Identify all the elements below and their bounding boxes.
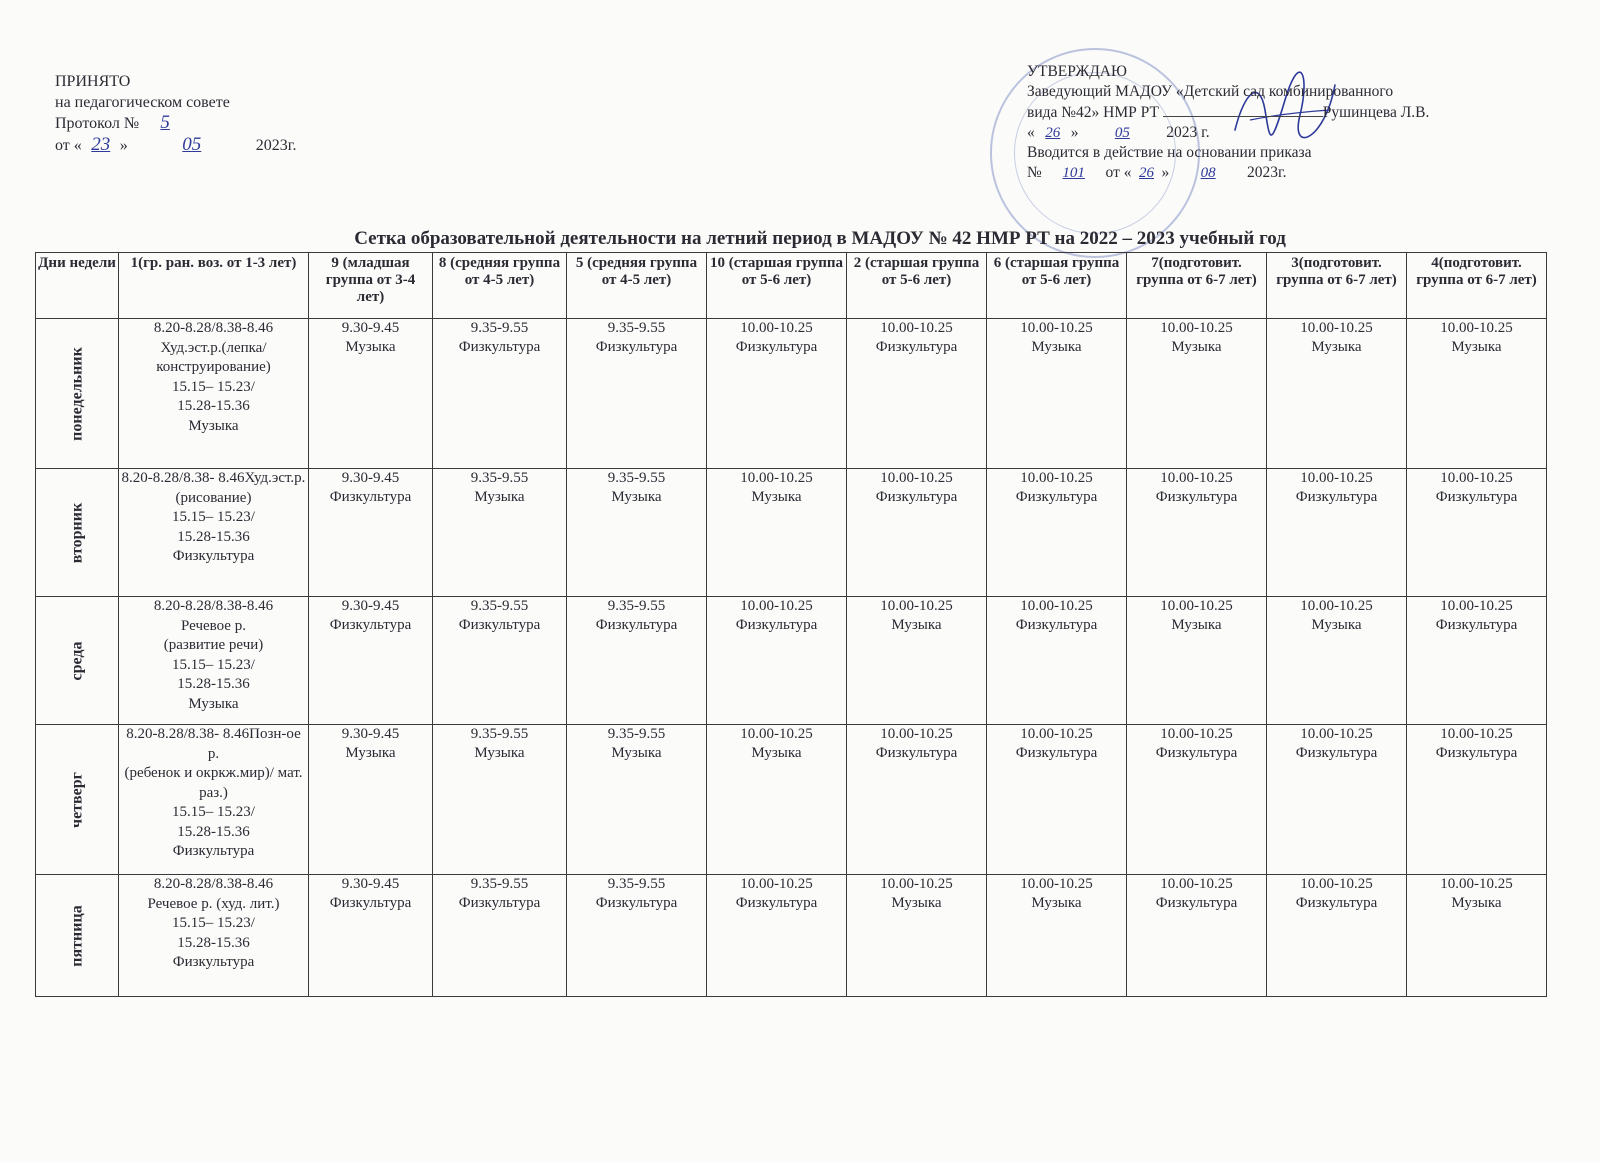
- approved-right-order: [1027, 163, 1517, 183]
- activity-name: Музыка: [1311, 617, 1362, 633]
- schedule-cell: [309, 875, 433, 997]
- activity-time: 10.00-10.25: [1300, 598, 1373, 614]
- activity-time: 10.00-10.25: [1440, 598, 1513, 614]
- header-group-6: 6 (старшая группа от 5-6 лет): [987, 253, 1127, 319]
- schedule-cell: [1127, 319, 1267, 469]
- activity-time: 10.00-10.25: [1440, 470, 1513, 486]
- schedule-cell: [1407, 875, 1547, 997]
- weekday-label: среда: [68, 641, 86, 680]
- schedule-cell: [847, 469, 987, 597]
- activity-name: Физкультура: [1435, 489, 1518, 505]
- activity-name: Музыка: [345, 745, 396, 761]
- activity-time: 9.30-9.45: [341, 470, 400, 486]
- activity-time: 9.35-9.55: [470, 598, 529, 614]
- activity-time: 10.00-10.25: [880, 876, 953, 892]
- header-days: Дни недели: [36, 253, 119, 319]
- activity-name: Физкультура: [1295, 489, 1378, 505]
- weekday-cell: [36, 725, 119, 875]
- activity-name: Физкультура: [329, 895, 412, 911]
- group-1-line: 8.20-8.28/8.38- 8.46Позн-ое р.: [126, 726, 301, 762]
- group-1-line: 8.20-8.28/8.38-8.46: [153, 320, 274, 336]
- schedule-cell: [433, 875, 567, 997]
- activity-time: 9.30-9.45: [341, 726, 400, 742]
- schedule-cell: [1267, 725, 1407, 875]
- activity-name: Музыка: [1451, 895, 1502, 911]
- date-mid: »: [119, 136, 128, 154]
- weekday-label: пятница: [68, 904, 86, 967]
- header-group-1: 1(гр. ран. воз. от 1-3 лет): [119, 253, 309, 319]
- protocol-number: 5: [160, 112, 170, 133]
- activity-name: Физкультура: [1015, 489, 1098, 505]
- activity-name: Физкультура: [329, 489, 412, 505]
- activity-time: 10.00-10.25: [1020, 598, 1093, 614]
- schedule-cell: [1407, 725, 1547, 875]
- header-group-2: 2 (старшая группа от 5-6 лет): [847, 253, 987, 319]
- activity-time: 10.00-10.25: [880, 320, 953, 336]
- schedule-cell: [847, 319, 987, 469]
- approved-left-protocol: [55, 113, 385, 135]
- group-1-cell: [119, 319, 309, 469]
- activity-time: 10.00-10.25: [740, 876, 813, 892]
- approved-left-council: на педагогическом совете: [55, 93, 230, 111]
- schedule-cell: [1267, 469, 1407, 597]
- activity-time: 10.00-10.25: [740, 470, 813, 486]
- weekday-cell: [36, 875, 119, 997]
- activity-name: Физкультура: [329, 617, 412, 633]
- schedule-cell: [987, 469, 1127, 597]
- group-1-line: Худ.эст.р.(лепка/ конструирование): [156, 339, 271, 375]
- schedule-body: [36, 319, 1547, 997]
- schedule-cell: [1407, 597, 1547, 725]
- activity-name: Физкультура: [1155, 745, 1238, 761]
- group-1-line: Физкультура: [172, 843, 255, 859]
- group-1-line: 15.15– 15.23/: [172, 378, 255, 395]
- activity-time: 10.00-10.25: [1300, 726, 1373, 742]
- schedule-cell: [707, 875, 847, 997]
- approved-left-heading: ПРИНЯТО: [55, 73, 131, 90]
- institution-tail: вида №42» НМР РТ: [1027, 104, 1159, 121]
- activity-time: 9.30-9.45: [341, 876, 400, 892]
- schedule-cell: [1407, 319, 1547, 469]
- order-from: от «: [1105, 164, 1132, 181]
- schedule-cell: [1267, 875, 1407, 997]
- activity-name: Физкультура: [595, 895, 678, 911]
- group-1-line: 15.28-15.36: [177, 528, 250, 545]
- weekday-label: понедельник: [68, 346, 86, 441]
- date-month: 05: [182, 133, 202, 155]
- activity-name: Физкультура: [1015, 617, 1098, 633]
- group-1-line: Музыка: [188, 417, 239, 434]
- schedule-cell: [707, 725, 847, 875]
- group-1-line: 15.15– 15.23/: [172, 804, 255, 820]
- activity-name: Физкультура: [458, 617, 541, 633]
- schedule-cell: [567, 725, 707, 875]
- activity-name: Физкультура: [875, 745, 958, 761]
- group-1-line: 15.15– 15.23/: [172, 915, 255, 931]
- activity-name: Музыка: [1171, 617, 1222, 633]
- activity-time: 10.00-10.25: [1160, 876, 1233, 892]
- table-header-row: [36, 253, 1547, 319]
- schedule-cell: [567, 319, 707, 469]
- schedule-cell: [987, 319, 1127, 469]
- order-day: 26: [1139, 165, 1154, 181]
- activity-time: 10.00-10.25: [1440, 320, 1513, 336]
- order-number-label: №: [1027, 164, 1042, 181]
- group-1-line: Физкультура: [172, 954, 255, 970]
- activity-name: Физкультура: [458, 339, 541, 355]
- approval-month: 05: [1114, 125, 1130, 141]
- activity-name: Физкультура: [1435, 745, 1518, 761]
- activity-time: 10.00-10.25: [740, 320, 813, 336]
- approved-right-director-line: [1027, 102, 1517, 123]
- schedule-cell: [433, 725, 567, 875]
- schedule-cell: [847, 597, 987, 725]
- activity-time: 10.00-10.25: [1440, 726, 1513, 742]
- schedule-cell: [847, 725, 987, 875]
- approved-right-enforcement: Вводится в действие на основании приказа: [1027, 144, 1312, 161]
- activity-name: Физкультура: [458, 895, 541, 911]
- activity-name: Физкультура: [1295, 895, 1378, 911]
- table-row: [36, 319, 1547, 469]
- schedule-table: [35, 252, 1547, 997]
- activity-name: Физкультура: [595, 617, 678, 633]
- approved-left-block: [55, 72, 385, 156]
- date-prefix: от «: [55, 136, 82, 154]
- activity-time: 9.35-9.55: [607, 876, 666, 892]
- schedule-cell: [1127, 469, 1267, 597]
- schedule-cell: [309, 597, 433, 725]
- approved-right-position: Заведующий МАДОУ «Детский сад комбинированного: [1027, 83, 1394, 100]
- approved-right-heading: УТВЕРЖДАЮ: [1027, 63, 1127, 80]
- header-group-9: 9 (младшая группа от 3-4 лет): [309, 253, 433, 319]
- activity-name: Физкультура: [595, 339, 678, 355]
- activity-time: 10.00-10.25: [740, 726, 813, 742]
- schedule-cell: [309, 319, 433, 469]
- group-1-line: Физкультура: [172, 548, 255, 564]
- activity-name: Музыка: [474, 489, 525, 505]
- activity-name: Физкультура: [1435, 617, 1518, 633]
- activity-name: Музыка: [751, 489, 802, 505]
- activity-time: 10.00-10.25: [1160, 470, 1233, 486]
- schedule-cell: [1267, 597, 1407, 725]
- activity-time: 9.30-9.45: [341, 598, 400, 614]
- activity-time: 10.00-10.25: [740, 598, 813, 614]
- schedule-cell: [987, 875, 1127, 997]
- activity-time: 10.00-10.25: [1440, 876, 1513, 892]
- activity-name: Физкультура: [735, 895, 818, 911]
- activity-name: Физкультура: [735, 617, 818, 633]
- approved-right-block: [1027, 62, 1517, 183]
- approval-year: 2023 г.: [1166, 124, 1210, 141]
- activity-name: Музыка: [1451, 339, 1502, 355]
- activity-time: 10.00-10.25: [1160, 598, 1233, 614]
- group-1-line: Музыка: [188, 695, 239, 712]
- activity-time: 9.35-9.55: [607, 598, 666, 614]
- activity-time: 10.00-10.25: [1160, 320, 1233, 336]
- schedule-cell: [707, 319, 847, 469]
- activity-name: Физкультура: [1015, 745, 1098, 761]
- schedule-cell: [309, 725, 433, 875]
- group-1-line: 8.20-8.28/8.38-8.46: [153, 876, 274, 892]
- activity-name: Музыка: [611, 489, 662, 505]
- group-1-cell: [119, 875, 309, 997]
- activity-time: 10.00-10.25: [880, 726, 953, 742]
- date-day: 23: [91, 133, 111, 155]
- schedule-cell: [987, 725, 1127, 875]
- header-group-8: 8 (средняя группа от 4-5 лет): [433, 253, 567, 319]
- schedule-cell: [1127, 597, 1267, 725]
- activity-time: 10.00-10.25: [1020, 726, 1093, 742]
- activity-time: 9.35-9.55: [470, 470, 529, 486]
- activity-time: 9.35-9.55: [607, 470, 666, 486]
- schedule-cell: [567, 469, 707, 597]
- weekday-cell: [36, 469, 119, 597]
- activity-time: 10.00-10.25: [1020, 320, 1093, 336]
- activity-name: Физкультура: [735, 339, 818, 355]
- group-1-line: 15.28-15.36: [177, 398, 250, 414]
- group-1-line: 15.28-15.36: [177, 934, 250, 951]
- activity-time: 10.00-10.25: [1020, 470, 1093, 486]
- activity-time: 10.00-10.25: [1300, 876, 1373, 892]
- activity-time: 10.00-10.25: [1300, 470, 1373, 486]
- approved-right-date: [1027, 123, 1517, 143]
- activity-time: 9.35-9.55: [470, 876, 529, 892]
- group-1-cell: [119, 597, 309, 725]
- group-1-line: 15.28-15.36: [177, 823, 250, 840]
- header-group-5: 5 (средняя группа от 4-5 лет): [567, 253, 707, 319]
- activity-name: Музыка: [1311, 339, 1362, 355]
- activity-name: Физкультура: [1295, 745, 1378, 761]
- group-1-line: Речевое р. (худ. лит.): [147, 895, 280, 912]
- group-1-line: (развитие речи): [163, 637, 264, 653]
- group-1-line: 15.15– 15.23/: [172, 509, 255, 525]
- schedule-cell: [1127, 875, 1267, 997]
- schedule-cell: [1407, 469, 1547, 597]
- activity-time: 9.35-9.55: [607, 726, 666, 742]
- schedule-cell: [433, 319, 567, 469]
- date-open: «: [1027, 124, 1035, 141]
- group-1-line: 8.20-8.28/8.38-8.46: [153, 598, 274, 614]
- date-year: 2023г.: [255, 136, 297, 154]
- weekday-label: четверг: [68, 771, 86, 828]
- schedule-cell: [433, 597, 567, 725]
- group-1-line: 15.15– 15.23/: [172, 656, 255, 673]
- group-1-line: 8.20-8.28/8.38- 8.46Худ.эст.р.(рисование): [121, 470, 306, 506]
- table-row: [36, 597, 1547, 725]
- activity-name: Музыка: [611, 745, 662, 761]
- document-title: Сетка образовательной деятельности на летний период в МАДОУ № 42 НМР РТ на 2022 – 2023 учебный год: [354, 228, 1286, 249]
- header-group-10: 10 (старшая группа от 5-6 лет): [707, 253, 847, 319]
- activity-time: 9.35-9.55: [607, 320, 666, 336]
- weekday-cell: [36, 597, 119, 725]
- activity-name: Музыка: [891, 895, 942, 911]
- group-1-line: Речевое р.: [181, 617, 246, 634]
- schedule-cell: [707, 597, 847, 725]
- director-name: Рушинцева Л.В.: [1322, 104, 1430, 121]
- activity-name: Музыка: [474, 745, 525, 761]
- activity-name: Музыка: [751, 745, 802, 761]
- group-1-cell: [119, 469, 309, 597]
- activity-name: Физкультура: [875, 489, 958, 505]
- header-group-7: 7(подготовит. группа от 6-7 лет): [1127, 253, 1267, 319]
- activity-time: 10.00-10.25: [880, 470, 953, 486]
- activity-name: Физкультура: [875, 339, 958, 355]
- activity-name: Музыка: [1171, 339, 1222, 355]
- order-number: 101: [1062, 165, 1085, 181]
- table-row: [36, 725, 1547, 875]
- activity-time: 10.00-10.25: [1020, 876, 1093, 892]
- order-mid: »: [1161, 164, 1170, 181]
- signature-blank: [1163, 102, 1323, 117]
- approval-day: 26: [1045, 125, 1061, 141]
- activity-name: Музыка: [1031, 339, 1082, 355]
- schedule-cell: [309, 469, 433, 597]
- header-group-4: 4(подготовит. группа от 6-7 лет): [1407, 253, 1547, 319]
- activity-time: 10.00-10.25: [1160, 726, 1233, 742]
- activity-time: 9.35-9.55: [470, 320, 529, 336]
- order-month: 08: [1200, 165, 1216, 181]
- schedule-cell: [1267, 319, 1407, 469]
- activity-time: 9.30-9.45: [341, 320, 400, 336]
- activity-name: Физкультура: [1155, 489, 1238, 505]
- activity-time: 10.00-10.25: [1300, 320, 1373, 336]
- table-row: [36, 469, 1547, 597]
- activity-time: 9.35-9.55: [470, 726, 529, 742]
- approved-left-date: [55, 135, 385, 157]
- activity-name: Музыка: [345, 339, 396, 355]
- protocol-label: Протокол №: [55, 115, 140, 132]
- schedule-cell: [567, 597, 707, 725]
- schedule-cell: [707, 469, 847, 597]
- schedule-cell: [567, 875, 707, 997]
- date-close: »: [1070, 124, 1079, 141]
- header-group-3: 3(подготовит. группа от 6-7 лет): [1267, 253, 1407, 319]
- group-1-cell: [119, 725, 309, 875]
- schedule-cell: [1127, 725, 1267, 875]
- activity-name: Физкультура: [1155, 895, 1238, 911]
- weekday-label: вторник: [68, 502, 86, 563]
- activity-name: Музыка: [1031, 895, 1082, 911]
- schedule-cell: [987, 597, 1127, 725]
- group-1-line: (ребенок и окркж.мир)/ мат. раз.): [124, 765, 303, 801]
- group-1-line: 15.28-15.36: [177, 676, 250, 692]
- activity-name: Музыка: [891, 617, 942, 633]
- table-row: [36, 875, 1547, 997]
- schedule-cell: [433, 469, 567, 597]
- order-year: 2023г.: [1247, 164, 1287, 181]
- activity-time: 10.00-10.25: [880, 598, 953, 614]
- weekday-cell: [36, 319, 119, 469]
- schedule-cell: [847, 875, 987, 997]
